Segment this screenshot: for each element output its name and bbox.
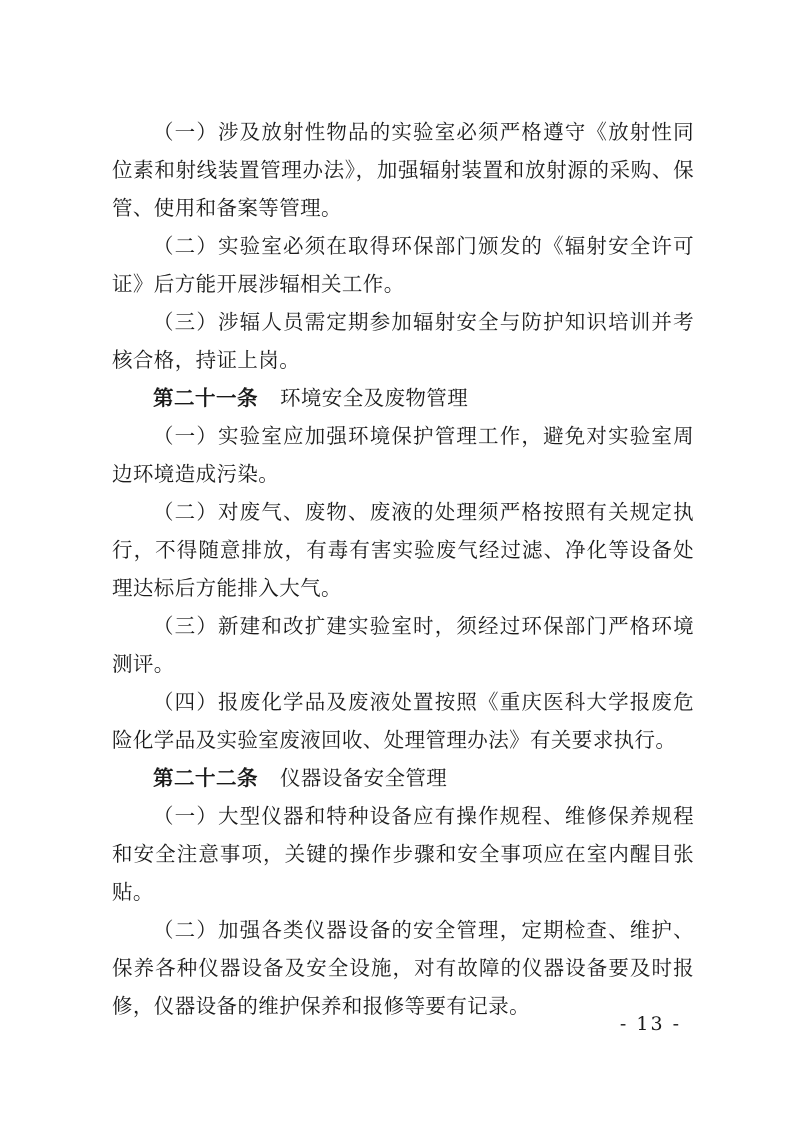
article-title: 环境安全及废物管理 — [280, 386, 469, 410]
page-number: - 13 - — [619, 1013, 681, 1035]
paragraph: （三）新建和改扩建实验室时，须经过环保部门严格环境测评。 — [112, 614, 694, 676]
paragraph: （三）涉辐人员需定期参加辐射安全与防护知识培训并考核合格，持证上岗。 — [112, 310, 694, 372]
paragraph: （二）加强各类仪器设备的安全管理，定期检查、维护、保养各种仪器设备及安全设施，对有故障的仪器设备要及时报修，仪器设备的维护保养和报修等要有记录。 — [112, 918, 694, 1018]
paragraph: （一）大型仪器和特种设备应有操作规程、维修保养规程和安全注意事项，关键的操作步骤和安全事项应在室内醒目张贴。 — [112, 804, 694, 904]
article-number: 第二十二条 — [153, 766, 258, 790]
paragraph: （二）对废气、废物、废液的处理须严格按照有关规定执行，不得随意排放，有毒有害实验废气经过滤、净化等设备处理达标后方能排入大气。 — [112, 500, 694, 600]
document-body — [112, 113, 694, 1025]
paragraph: （二）实验室必须在取得环保部门颁发的《辐射安全许可证》后方能开展涉辐相关工作。 — [112, 234, 694, 296]
article-title: 仪器设备安全管理 — [280, 766, 448, 790]
paragraph: （一）涉及放射性物品的实验室必须严格遵守《放射性同位素和射线装置管理办法》，加强辐射装置和放射源的采购、保管、使用和备案等管理。 — [112, 120, 694, 220]
paragraph: （一）实验室应加强环境保护管理工作，避免对实验室周边环境造成污染。 — [112, 424, 694, 486]
article-heading — [112, 379, 694, 417]
article-heading — [112, 759, 694, 797]
paragraph: （四）报废化学品及废液处置按照《重庆医科大学报废危险化学品及实验室废液回收、处理管理办法》有关要求执行。 — [112, 690, 694, 752]
article-number: 第二十一条 — [153, 386, 258, 410]
